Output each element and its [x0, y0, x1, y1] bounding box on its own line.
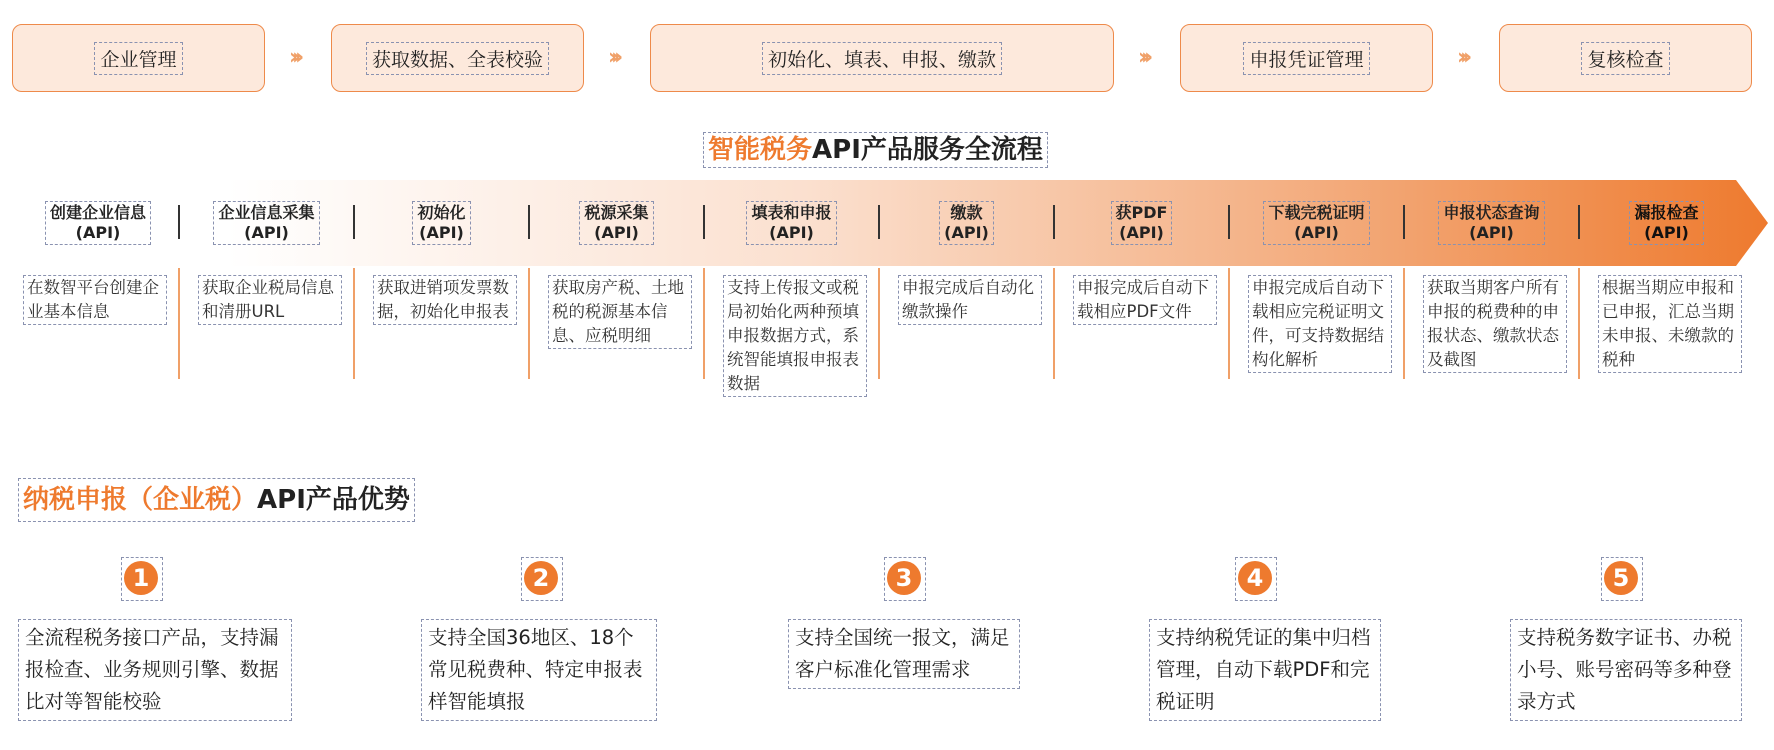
step-api: (API)	[419, 223, 464, 242]
step-description: 获取当期客户所有申报的税费种的申报状态、缴款状态及截图	[1423, 275, 1567, 373]
column-divider	[878, 268, 880, 379]
step-description: 申报完成后自动化缴款操作	[898, 275, 1042, 325]
step-name: 税源采集	[584, 203, 649, 222]
chevron-right-icon: ›››	[1457, 45, 1467, 70]
step-create-enterprise	[18, 180, 178, 266]
column-divider	[1578, 268, 1580, 379]
flow-box-get-data	[331, 24, 584, 92]
step-name: 企业信息采集	[218, 203, 315, 222]
step-tax-source-collect	[530, 180, 703, 266]
step-payment	[880, 180, 1053, 266]
step-fill-and-declare	[705, 180, 878, 266]
step-name: 缴款	[950, 203, 983, 222]
step-description: 在数智平台创建企业基本信息	[23, 275, 167, 325]
advantage-text: 支持全国统一报文，满足客户标准化管理需求	[788, 619, 1020, 689]
step-description: 获取房产税、土地税的税源基本信息、应税明细	[548, 275, 692, 349]
flow-box-label: 复核检查	[1581, 42, 1669, 75]
advantage-text: 支持全国36地区、18个常见税费种、特定申报表样智能填报	[421, 619, 657, 721]
advantages-title	[18, 478, 415, 522]
column-divider	[178, 268, 180, 379]
flow-box-enterprise-management	[12, 24, 265, 92]
step-get-pdf	[1055, 180, 1228, 266]
number-badge-4: 4	[1238, 561, 1272, 595]
advantage-text: 支持纳税凭证的集中归档管理，自动下载PDF和完税证明	[1149, 619, 1381, 721]
flow-box-label: 初始化、填表、申报、缴款	[762, 42, 1002, 75]
number-badge-3: 3	[887, 561, 921, 595]
step-collect-enterprise-info	[180, 180, 353, 266]
step-api: (API)	[769, 223, 814, 242]
column-divider	[703, 268, 705, 379]
step-api: (API)	[944, 223, 989, 242]
step-description: 根据当期应申报和已申报，汇总当期未申报、未缴款的税种	[1598, 275, 1742, 373]
flow-box-label: 申报凭证管理	[1243, 42, 1369, 75]
step-name: 创建企业信息	[49, 203, 146, 222]
step-missing-declare-check	[1580, 180, 1753, 266]
step-declare-status-query	[1405, 180, 1578, 266]
step-name: 下载完税证明	[1268, 203, 1365, 222]
column-divider	[1228, 268, 1230, 379]
step-name: 获PDF	[1115, 203, 1168, 222]
column-divider	[353, 268, 355, 379]
number-badge-2: 2	[524, 561, 558, 595]
title-highlight: 智能税务	[708, 135, 813, 165]
step-name: 漏报检查	[1634, 203, 1699, 222]
flow-box-label: 获取数据、全表校验	[366, 42, 549, 75]
column-divider	[528, 268, 530, 379]
step-initialize	[355, 180, 528, 266]
flow-box-label: 企业管理	[94, 42, 182, 75]
step-api: (API)	[1469, 223, 1514, 242]
column-divider	[1403, 268, 1405, 379]
step-name: 填表和申报	[751, 203, 832, 222]
step-description: 申报完成后自动下载相应PDF文件	[1073, 275, 1217, 325]
page-title	[703, 132, 1048, 168]
chevron-right-icon: ›››	[1138, 45, 1148, 70]
step-api: (API)	[594, 223, 639, 242]
flow-box-voucher-management	[1180, 24, 1433, 92]
step-name: 申报状态查询	[1443, 203, 1540, 222]
step-description: 获取企业税局信息和清册URL	[198, 275, 342, 325]
step-download-tax-certificate	[1230, 180, 1403, 266]
flow-box-review-check	[1499, 24, 1752, 92]
chevron-right-icon: ›››	[289, 45, 299, 70]
advantage-text: 全流程税务接口产品，支持漏报检查、业务规则引擎、数据比对等智能校验	[18, 619, 292, 721]
number-badge-5: 5	[1604, 561, 1638, 595]
step-description: 申报完成后自动下载相应完税证明文件，可支持数据结构化解析	[1248, 275, 1392, 373]
advantages-title-highlight: 纳税申报（企业税）	[23, 485, 258, 515]
step-api: (API)	[75, 223, 121, 242]
step-api: (API)	[1294, 223, 1339, 242]
advantage-text: 支持税务数字证书、办税小号、账号密码等多种登录方式	[1510, 619, 1742, 721]
step-name: 初始化	[417, 203, 466, 222]
flow-box-init-file-declare-pay	[650, 24, 1114, 92]
step-api: (API)	[244, 223, 289, 242]
column-divider	[1053, 268, 1055, 379]
title-rest: API产品服务全流程	[812, 135, 1043, 165]
number-badge-1: 1	[124, 561, 158, 595]
step-description: 获取进销项发票数据，初始化申报表	[373, 275, 517, 325]
step-api: (API)	[1644, 223, 1689, 242]
step-description: 支持上传报文或税局初始化两种预填申报数据方式，系统智能填报申报表数据	[723, 275, 867, 397]
step-api: (API)	[1119, 223, 1164, 242]
chevron-right-icon: ›››	[608, 45, 618, 70]
advantages-title-rest: API产品优势	[257, 485, 410, 515]
